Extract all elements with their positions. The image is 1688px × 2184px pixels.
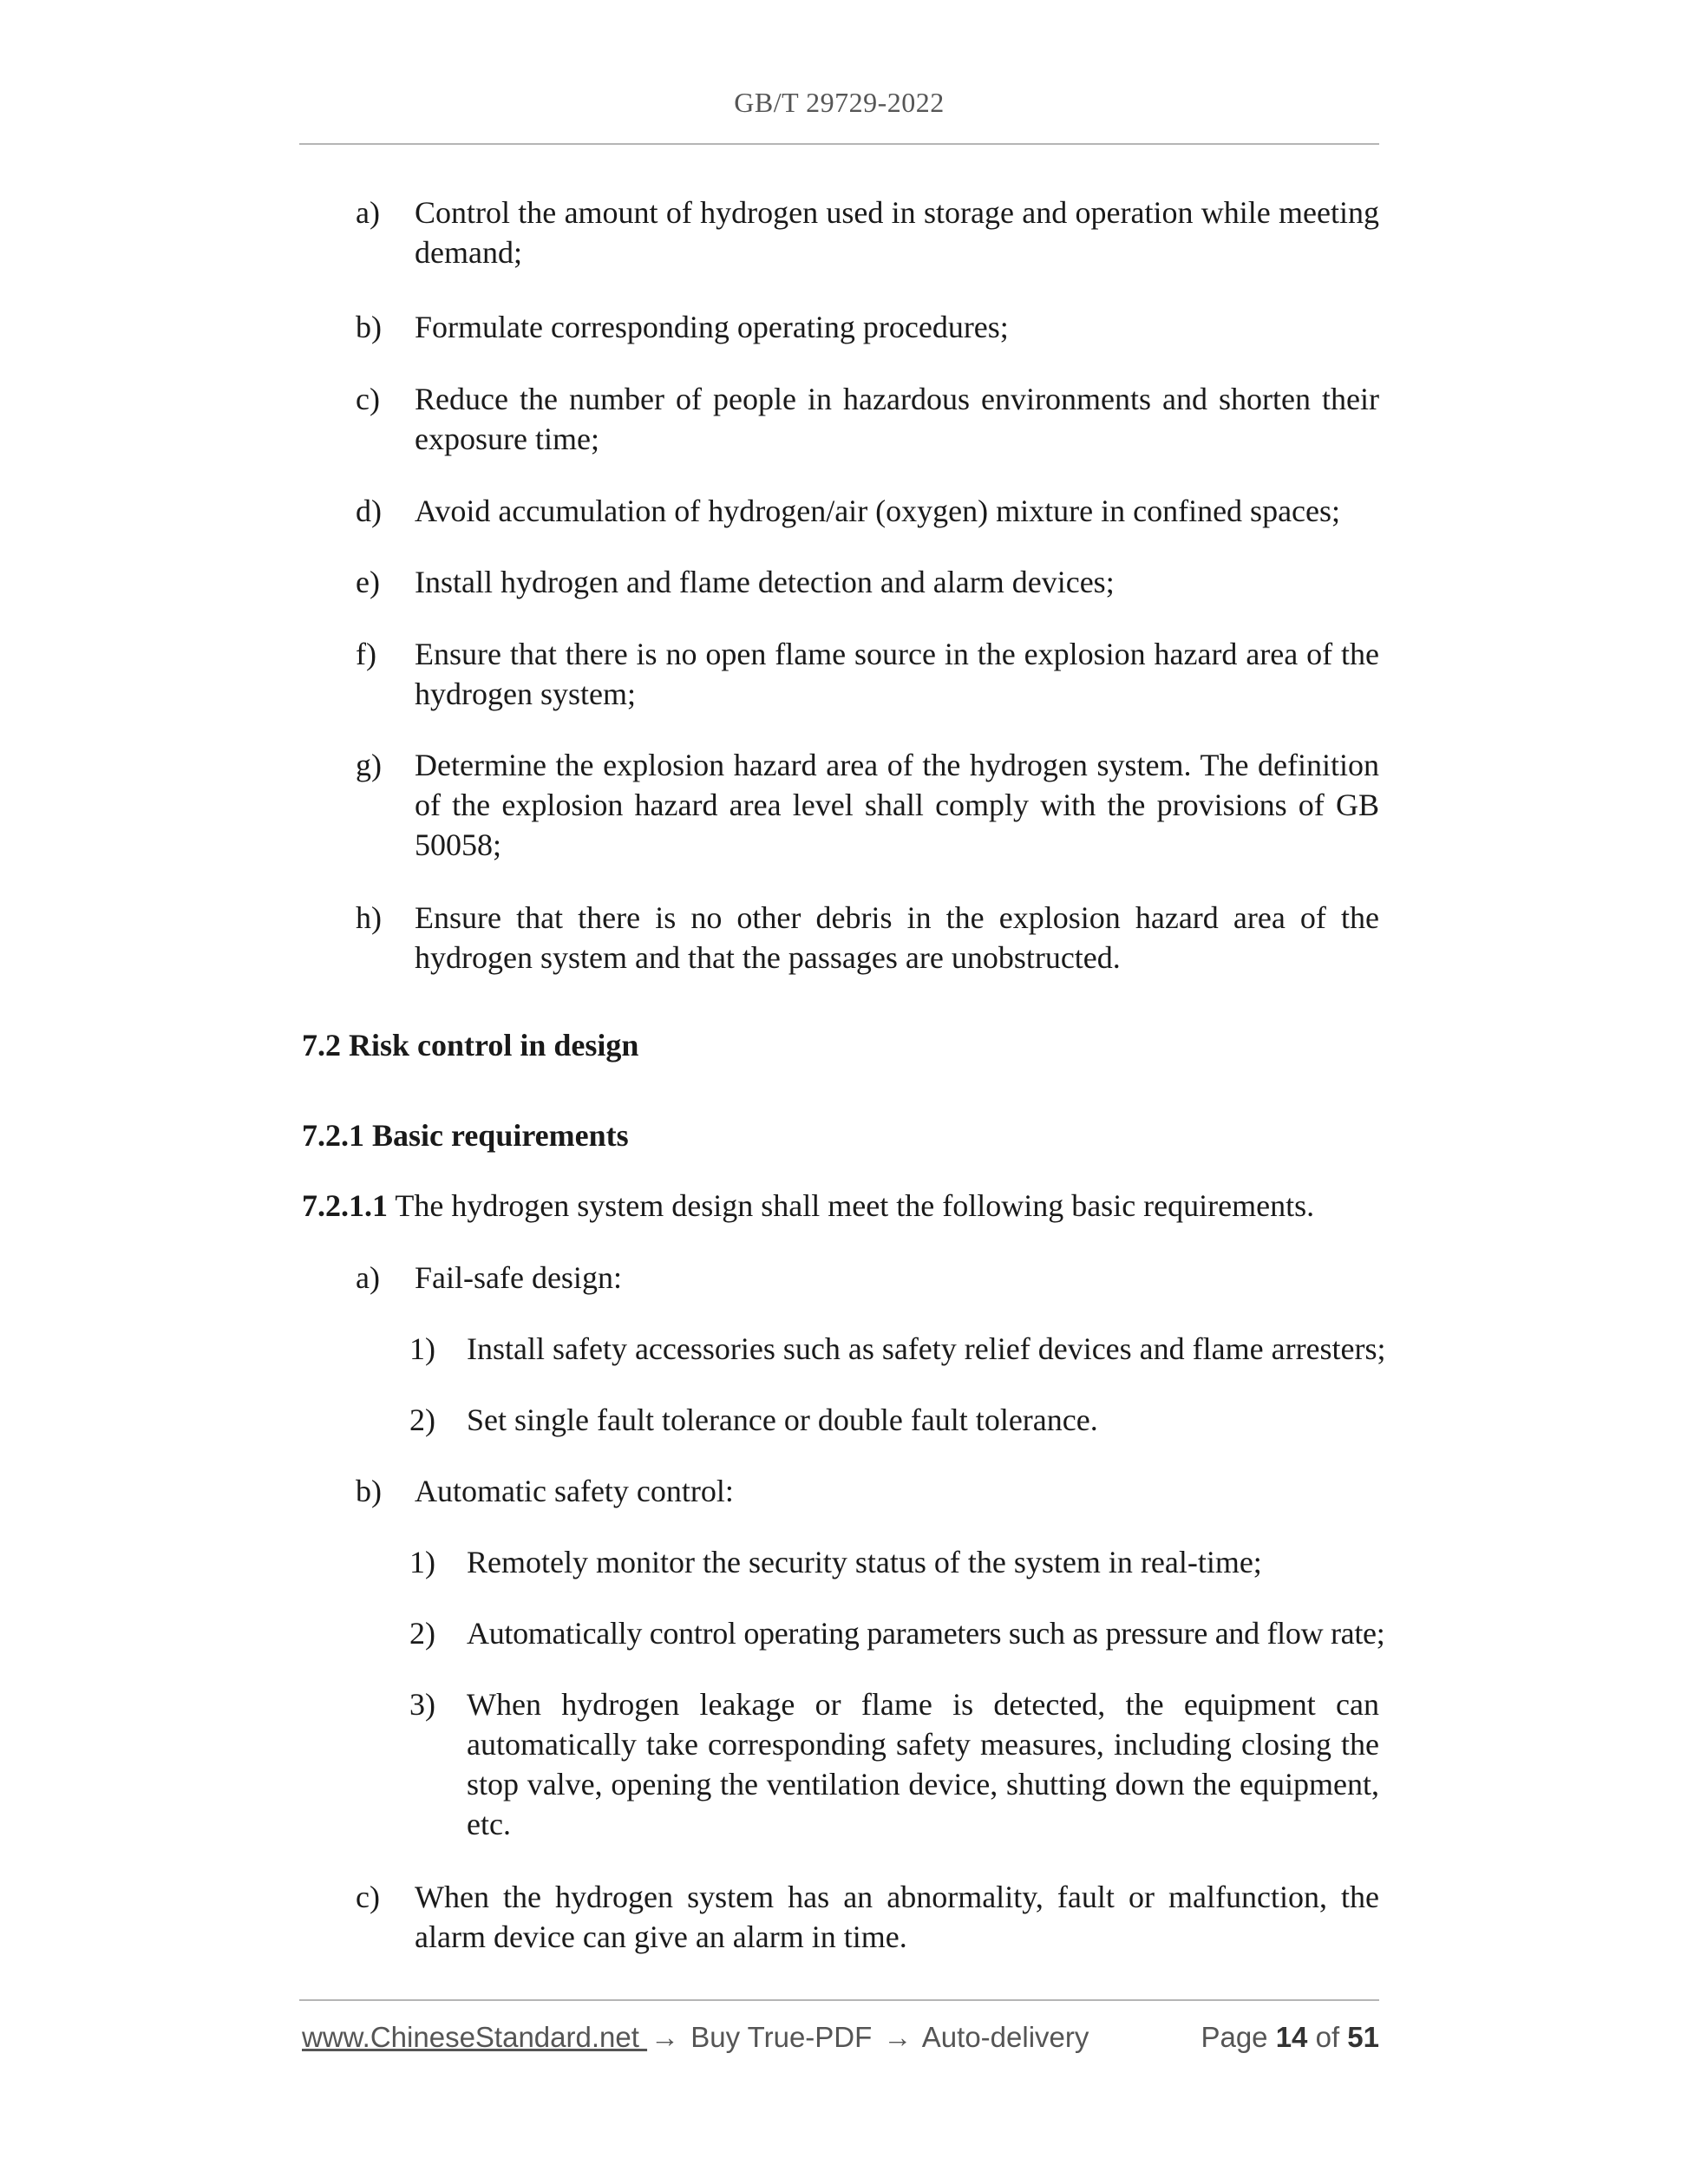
list-text: Automatic safety control: bbox=[415, 1474, 734, 1508]
sub-list-item bbox=[409, 1400, 1379, 1440]
document-header: GB/T 29729-2022 bbox=[734, 87, 945, 118]
list-text: Ensure that there is no open flame source in the explosion hazard area of the hydrogen system; bbox=[415, 637, 1379, 711]
list-marker: h) bbox=[356, 900, 382, 935]
list-item bbox=[356, 307, 1379, 347]
list-text: Reduce the number of people in hazardous environments and shorten their exposure time; bbox=[415, 382, 1379, 456]
sub-list-item bbox=[409, 1613, 1385, 1653]
list-text: Control the amount of hydrogen used in storage and operation while meeting demand; bbox=[415, 195, 1379, 270]
sub-list-text: Set single fault tolerance or double fault tolerance. bbox=[467, 1403, 1098, 1437]
sub-list-text: Automatically control operating parameters such as pressure and flow rate; bbox=[467, 1616, 1385, 1651]
sub-list-text: Remotely monitor the security status of the system in real-time; bbox=[467, 1545, 1262, 1579]
list-item bbox=[356, 193, 1379, 272]
sub-list-marker: 2) bbox=[409, 1616, 435, 1651]
sub-list-marker: 1) bbox=[409, 1545, 435, 1579]
footer-links bbox=[302, 2021, 1089, 2054]
sub-list-text: When hydrogen leakage or flame is detected, the equipment can automatically take corresponding safety measures, including closing the stop valve, opening the ventilation device, shutting down the equipment, etc. bbox=[467, 1687, 1379, 1841]
page-footer bbox=[302, 2021, 1379, 2061]
total-pages: 51 bbox=[1347, 2021, 1379, 2053]
list-item bbox=[356, 491, 1379, 531]
buy-pdf-text: Buy True-PDF bbox=[683, 2021, 880, 2053]
sub-list-text: Install safety accessories such as safety relief devices and flame arresters; bbox=[467, 1331, 1386, 1366]
list-marker: c) bbox=[356, 382, 380, 416]
list-text: Install hydrogen and flame detection and alarm devices; bbox=[415, 565, 1115, 599]
list-marker: a) bbox=[356, 1260, 380, 1295]
page-number bbox=[1201, 2021, 1379, 2054]
list-item bbox=[356, 1258, 1379, 1298]
sub-list-item bbox=[409, 1329, 1386, 1369]
list-text: Ensure that there is no other debris in the explosion hazard area of the hydrogen system and that the passages are unobstructed. bbox=[415, 900, 1379, 975]
list-marker: f) bbox=[356, 637, 376, 671]
list-marker: b) bbox=[356, 310, 382, 344]
list-item bbox=[356, 898, 1379, 978]
website-link[interactable]: www.ChineseStandard.net bbox=[302, 2021, 648, 2053]
list-item bbox=[356, 1471, 1379, 1511]
section-heading: 7.2 Risk control in design bbox=[302, 1028, 639, 1063]
list-item bbox=[356, 1877, 1379, 1957]
list-item bbox=[356, 745, 1379, 865]
list-marker: a) bbox=[356, 195, 380, 230]
sub-list-marker: 2) bbox=[409, 1403, 435, 1437]
list-marker: g) bbox=[356, 748, 382, 782]
clause-number: 7.2.1.1 bbox=[302, 1188, 388, 1223]
clause-text: The hydrogen system design shall meet the following basic requirements. bbox=[388, 1188, 1315, 1223]
list-marker: e) bbox=[356, 565, 380, 599]
footer-divider bbox=[299, 1999, 1379, 2001]
subsection-heading: 7.2.1 Basic requirements bbox=[302, 1118, 629, 1153]
sub-list-item bbox=[409, 1542, 1379, 1582]
header-divider bbox=[299, 143, 1379, 145]
list-item bbox=[356, 634, 1379, 714]
list-text: Avoid accumulation of hydrogen/air (oxygen) mixture in confined spaces; bbox=[415, 494, 1341, 528]
sub-list-item bbox=[409, 1684, 1379, 1844]
page-of-label: of bbox=[1307, 2021, 1348, 2053]
list-text: Determine the explosion hazard area of the hydrogen system. The definition of the explosion hazard area level shall comply with the provisions of GB 50058; bbox=[415, 748, 1379, 862]
arrow-right-icon: → bbox=[651, 2021, 680, 2053]
list-item bbox=[356, 379, 1379, 459]
list-text: When the hydrogen system has an abnormality, fault or malfunction, the alarm device can give an alarm in time. bbox=[415, 1880, 1379, 1954]
list-marker: d) bbox=[356, 494, 382, 528]
clause-paragraph bbox=[302, 1186, 1379, 1226]
arrow-right-icon: → bbox=[883, 2021, 913, 2053]
list-text: Formulate corresponding operating procedures; bbox=[415, 310, 1009, 344]
sub-list-marker: 1) bbox=[409, 1331, 435, 1366]
list-item bbox=[356, 562, 1379, 602]
sub-list-marker: 3) bbox=[409, 1687, 435, 1722]
page-label: Page bbox=[1201, 2021, 1276, 2053]
list-text: Fail-safe design: bbox=[415, 1260, 622, 1295]
list-marker: c) bbox=[356, 1880, 380, 1914]
auto-delivery-text: Auto-delivery bbox=[915, 2021, 1089, 2053]
list-marker: b) bbox=[356, 1474, 382, 1508]
current-page: 14 bbox=[1275, 2021, 1308, 2053]
